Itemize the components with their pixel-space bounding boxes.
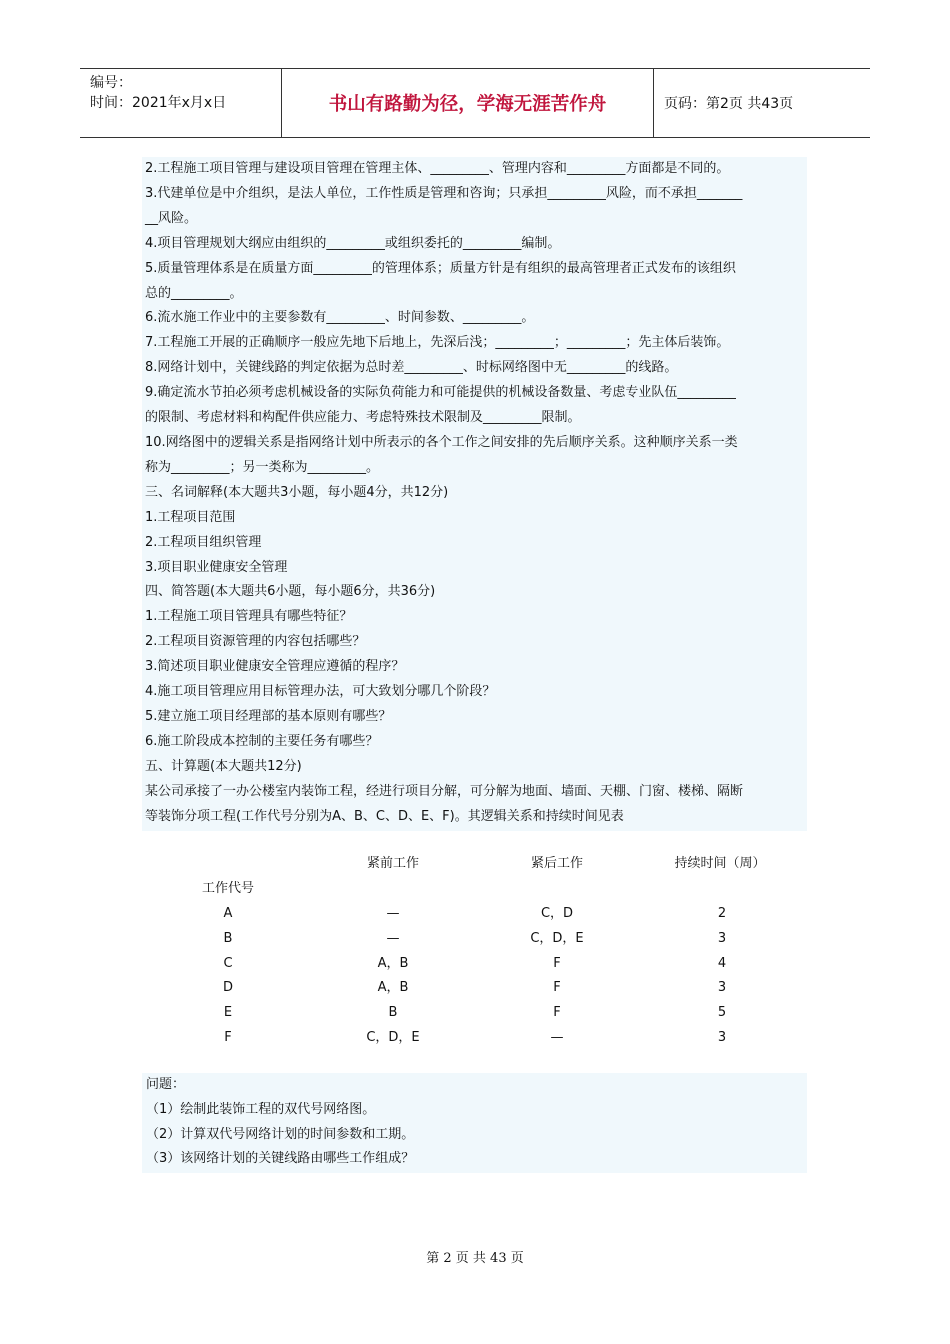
cell-succ: C，D <box>540 905 574 921</box>
header-dur: 持续时间（周） <box>674 856 766 871</box>
text-line: 等装饰分项工程(工作代号分别为A、B、C、D、E、F)。其逻辑关系和持续时间见表 <box>145 808 624 824</box>
cell-code: D <box>222 980 234 996</box>
cell-pred: C，D，E <box>366 1030 420 1046</box>
question-item: （2）计算双代号网络计划的时间参数和工期。 <box>146 1126 415 1142</box>
table-row <box>142 1026 807 1051</box>
question-item: （1）绘制此装饰工程的双代号网络图。 <box>146 1101 376 1117</box>
table-header-row <box>142 877 807 902</box>
text-line: 2.工程项目资源管理的内容包括哪些？ <box>145 634 366 650</box>
cell-code: C <box>223 955 233 971</box>
cell-code: B <box>223 930 233 946</box>
text-line: 6.施工阶段成本控制的主要任务有哪些？ <box>145 733 379 749</box>
text-line: 1.工程项目范围 <box>145 509 236 525</box>
text-line: 2.工程项目组织管理 <box>145 534 262 550</box>
text-line: 5.建立施工项目经理部的基本原则有哪些？ <box>145 708 392 724</box>
cell-dur: 3 <box>717 980 727 996</box>
text-line: 某公司承接了一办公楼室内装饰工程，经进行项目分解，可分解为地面、墙面、天棚、门窗、楼梯、隔断 <box>145 783 744 799</box>
text-line: 3.代建单位是中介组织，是法人单位，工作性质是管理和咨询；只承担_________风险，而不承担_______ <box>145 185 743 201</box>
cell-code: E <box>223 1005 233 1021</box>
cell-pred: A，B <box>377 955 409 971</box>
table-row <box>142 1001 807 1026</box>
text-line: 9.确定流水节拍必须考虑机械设备的实际负荷能力和可能提供的机械设备数量、考虑专业队伍_________ <box>145 385 736 401</box>
text-line: 5.质量管理体系是在质量方面_________的管理体系；质量方针是有组织的最高管理者正式发布的该组织 <box>145 260 736 276</box>
text-line: 的限制、考虑材料和构配件供应能力、考虑特殊技术限制及_________限制。 <box>145 410 581 426</box>
cell-succ: C，D，E <box>530 930 584 946</box>
cell-dur: 3 <box>717 930 727 946</box>
cell-pred: A，B <box>377 980 409 996</box>
text-line: 4.项目管理规划大纲应由组织的_________或组织委托的_________编制。 <box>145 235 561 251</box>
header-succ: 紧后工作 <box>530 856 584 871</box>
cell-dur: 5 <box>717 1005 727 1021</box>
cell-dur: 3 <box>717 1030 727 1046</box>
cell-dur: 4 <box>717 955 727 971</box>
number-label: 编号： <box>90 75 132 91</box>
questions-block <box>142 1073 807 1173</box>
cell-succ: — <box>550 1030 564 1046</box>
cell-dur: 2 <box>717 905 727 921</box>
header-pred: 紧前工作 <box>366 856 420 871</box>
page-footer: 第 2 页 共 43 页 <box>426 1251 524 1266</box>
questions-label: 问题： <box>146 1077 186 1092</box>
table-header-row <box>142 852 807 877</box>
cell-pred: — <box>386 905 400 921</box>
text-line: 1.工程施工项目管理具有哪些特征？ <box>145 609 353 625</box>
text-line: 称为_________；另一类称为_________。 <box>145 459 380 475</box>
text-line: 4.施工项目管理应用目标管理办法，可大致划分哪几个阶段？ <box>145 684 496 700</box>
cell-succ: F <box>553 1005 561 1021</box>
question-text-block <box>142 157 807 831</box>
table-row <box>142 952 807 977</box>
section-heading: 五、计算题(本大题共12分) <box>145 758 302 774</box>
cell-code: F <box>224 1030 232 1046</box>
table-row <box>142 902 807 927</box>
table-row <box>142 927 807 952</box>
text-line: __风险。 <box>145 210 198 226</box>
text-line: 10.网络图中的逻辑关系是指网络计划中所表示的各个工作之间安排的先后顺序关系。这种顺序关系一类 <box>145 434 738 450</box>
work-logic-table <box>142 852 807 1051</box>
cell-pred: B <box>388 1005 398 1021</box>
header-meta <box>80 69 282 137</box>
cell-succ: F <box>553 980 561 996</box>
page-info: 页码：第2页 共43页 <box>664 96 794 112</box>
section-heading: 三、名词解释(本大题共3小题，每小题4分，共12分) <box>145 484 449 500</box>
text-line: 2.工程施工项目管理与建设项目管理在管理主体、_________、管理内容和_________方面都是不同的。 <box>145 161 730 176</box>
table-row <box>142 976 807 1001</box>
text-line: 3.项目职业健康安全管理 <box>145 559 288 575</box>
cell-pred: — <box>386 930 400 946</box>
page-header <box>80 68 870 138</box>
text-line: 3.简述项目职业健康安全管理应遵循的程序？ <box>145 659 405 675</box>
header-code: 工作代号 <box>201 880 255 896</box>
question-item: （3）该网络计划的关键线路由哪些工作组成？ <box>146 1151 415 1167</box>
text-line: 7.工程施工开展的正确顺序一般应先地下后地上，先深后浅；_________；_________；先主体后装饰。 <box>145 335 730 351</box>
text-line: 总的_________。 <box>145 285 243 301</box>
section-heading: 四、简答题(本大题共6小题，每小题6分，共36分) <box>145 584 436 600</box>
cell-code: A <box>223 905 233 921</box>
time-label: 时间：2021年x月x日 <box>90 95 227 111</box>
text-line: 6.流水施工作业中的主要参数有_________、时间参数、_________。 <box>145 310 535 326</box>
text-line: 8.网络计划中，关键线路的判定依据为总时差_________、时标网络图中无_________的线路。 <box>145 360 678 376</box>
motto: 书山有路勤为径，学海无涯苦作舟 <box>282 69 654 137</box>
cell-succ: F <box>553 955 561 971</box>
